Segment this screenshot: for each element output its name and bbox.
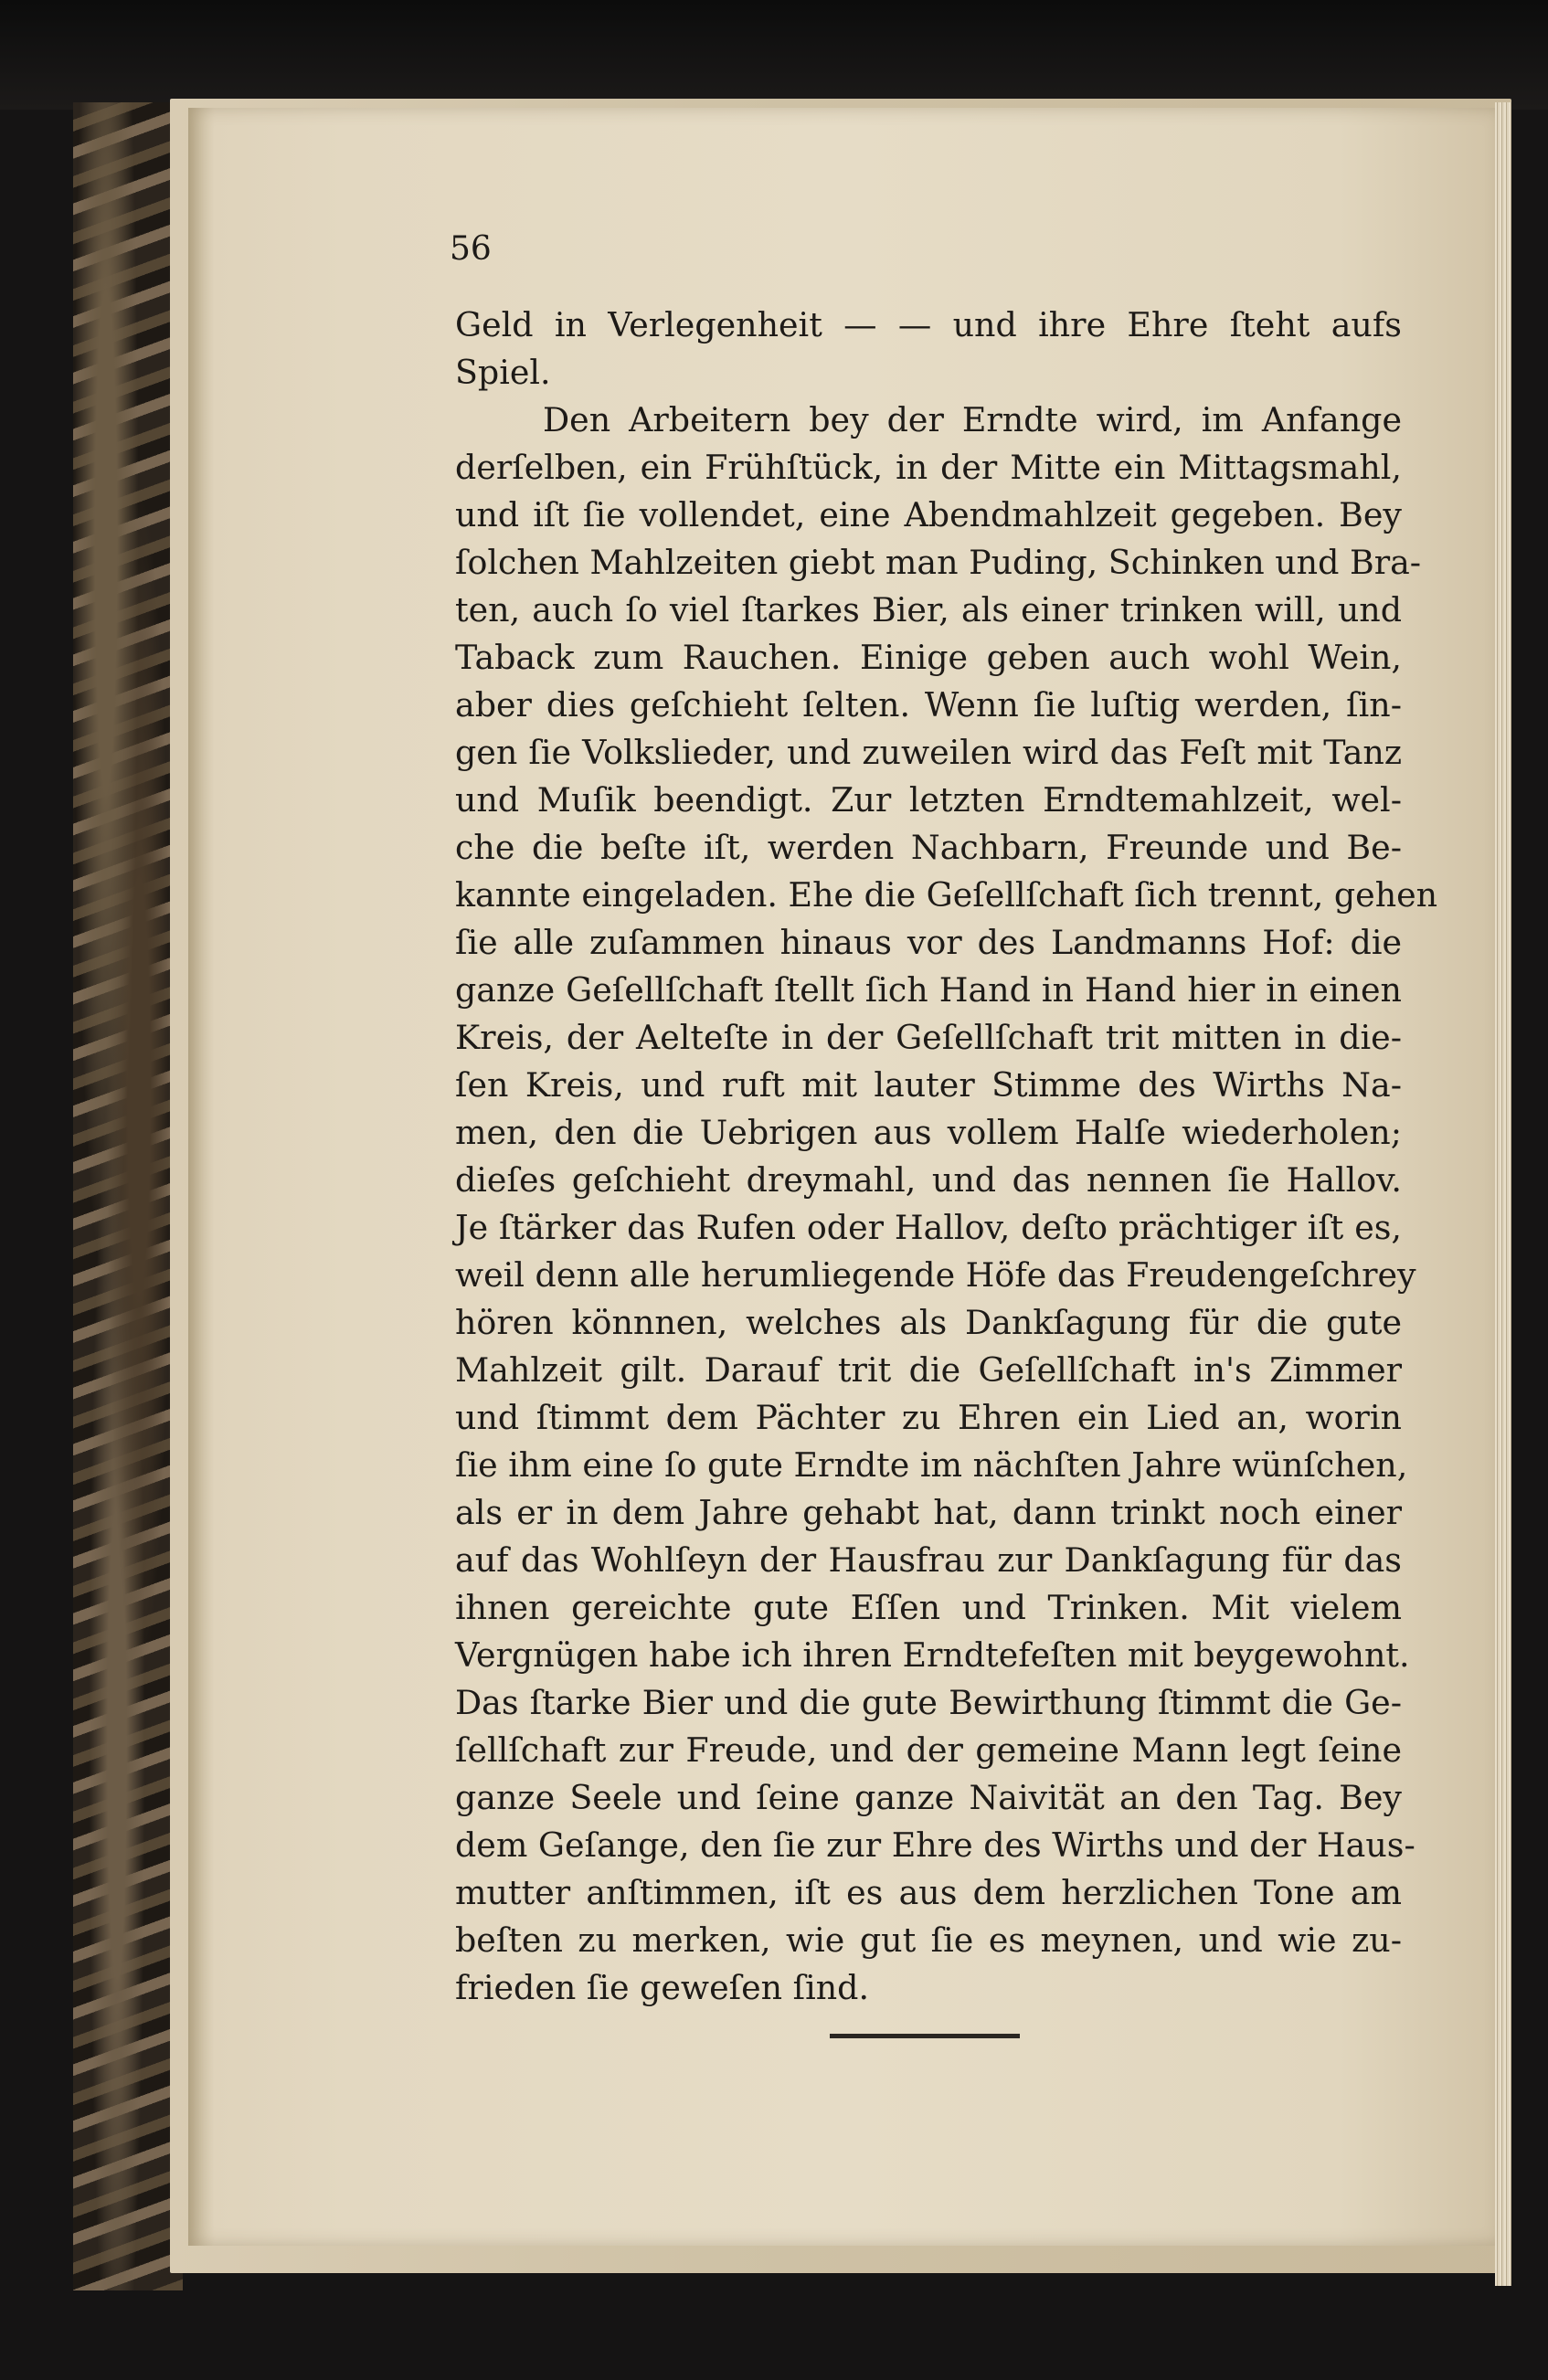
background-top bbox=[0, 0, 1548, 110]
text-line: che die beſte iſt, werden Nachbarn, Freunde und Be- bbox=[455, 828, 1402, 867]
text-line: Mahlzeit gilt. Darauf trit die Geſellſchaft in's Zimmer bbox=[455, 1350, 1402, 1390]
text-line: mutter anſtimmen, iſt es aus dem herzlichen Tone am bbox=[455, 1873, 1402, 1912]
text-line: dieſes geſchieht dreymahl, und das nennen ſie Hallov. bbox=[455, 1160, 1402, 1200]
text-line: Das ſtarke Bier und die gute Bewirthung ſtimmt die Ge- bbox=[455, 1683, 1402, 1722]
text-line: ſolchen Mahlzeiten giebt man Puding, Schinken und Bra- bbox=[455, 543, 1422, 582]
text-line: hören könnnen, welches als Dankſagung für die gute bbox=[455, 1303, 1402, 1342]
text-line: frieden ſie geweſen ſind. bbox=[455, 1968, 870, 2007]
text-line: ganze Geſellſchaft ſtellt ſich Hand in Hand hier in einen bbox=[455, 970, 1402, 1010]
text-line: Den Arbeitern bey der Erndte wird, im Anfange bbox=[543, 400, 1402, 439]
text-line: ſie ihm eine ſo gute Erndte im nächſten Jahre wünſchen, bbox=[455, 1445, 1408, 1485]
end-rule bbox=[830, 2034, 1020, 2038]
text-line: auf das Wohlſeyn der Hausfrau zur Dankſagung für das bbox=[455, 1540, 1402, 1580]
text-line: Je ſtärker das Rufen oder Hallov, deſto prächtiger iſt es, bbox=[455, 1208, 1402, 1247]
text-line: weil denn alle herumliegende Höfe das Freudengeſchrey bbox=[455, 1255, 1416, 1295]
text-line: als er in dem Jahre gehabt hat, dann trinkt noch einer bbox=[455, 1493, 1402, 1532]
page-number: 56 bbox=[450, 230, 492, 268]
book-binding bbox=[73, 102, 183, 2290]
text-line: und Muſik beendigt. Zur letzten Erndtemahlzeit, wel- bbox=[455, 780, 1402, 820]
text-line: Kreis, der Aelteſte in der Geſellſchaft trit mitten in die- bbox=[455, 1018, 1402, 1057]
text-line: Spiel. bbox=[455, 353, 551, 392]
page-text bbox=[455, 301, 1438, 2012]
text-line: ſie alle zuſammen hinaus vor des Landmanns Hof: die bbox=[455, 923, 1402, 962]
text-line: ſellſchaft zur Freude, und der gemeine Mann legt ſeine bbox=[455, 1730, 1402, 1770]
text-line: gen ſie Volkslieder, und zuweilen wird das Feſt mit Tanz bbox=[455, 733, 1402, 772]
text-line: Geld in Verlegenheit — — und ihre Ehre ſteht aufs bbox=[455, 305, 1402, 344]
text-line: Taback zum Rauchen. Einige geben auch wohl Wein, bbox=[455, 638, 1402, 677]
page-edges bbox=[1495, 102, 1511, 2286]
text-line: ihnen gereichte gute Eſſen und Trinken. Mit vielem bbox=[455, 1588, 1402, 1627]
text-line: ganze Seele und ſeine ganze Naivität an den Tag. Bey bbox=[455, 1778, 1402, 1817]
text-line: dem Geſange, den ſie zur Ehre des Wirths und der Haus- bbox=[455, 1825, 1415, 1865]
text-line: Vergnügen habe ich ihren Erndtefeſten mit beygewohnt. bbox=[455, 1635, 1410, 1675]
text-line: kannte eingeladen. Ehe die Geſellſchaft ſich trennt, gehen bbox=[455, 875, 1438, 915]
text-line: und ſtimmt dem Pächter zu Ehren ein Lied an, worin bbox=[455, 1398, 1402, 1437]
text-line: ten, auch ſo viel ſtarkes Bier, als einer trinken will, und bbox=[455, 590, 1402, 629]
text-line: und iſt ſie vollendet, eine Abendmahlzeit gegeben. Bey bbox=[455, 495, 1402, 534]
text-line: derſelben, ein Frühſtück, in der Mitte ein Mittagsmahl, bbox=[455, 448, 1402, 487]
text-line: men, den die Uebrigen aus vollem Halſe wiederholen; bbox=[455, 1113, 1402, 1152]
text-line: aber dies geſchieht ſelten. Wenn ſie luſtig werden, ſin- bbox=[455, 685, 1402, 725]
text-line: beſten zu merken, wie gut ſie es meynen, und wie zu- bbox=[455, 1920, 1402, 1960]
text-line: ſen Kreis, und ruft mit lauter Stimme des Wirths Na- bbox=[455, 1065, 1402, 1105]
